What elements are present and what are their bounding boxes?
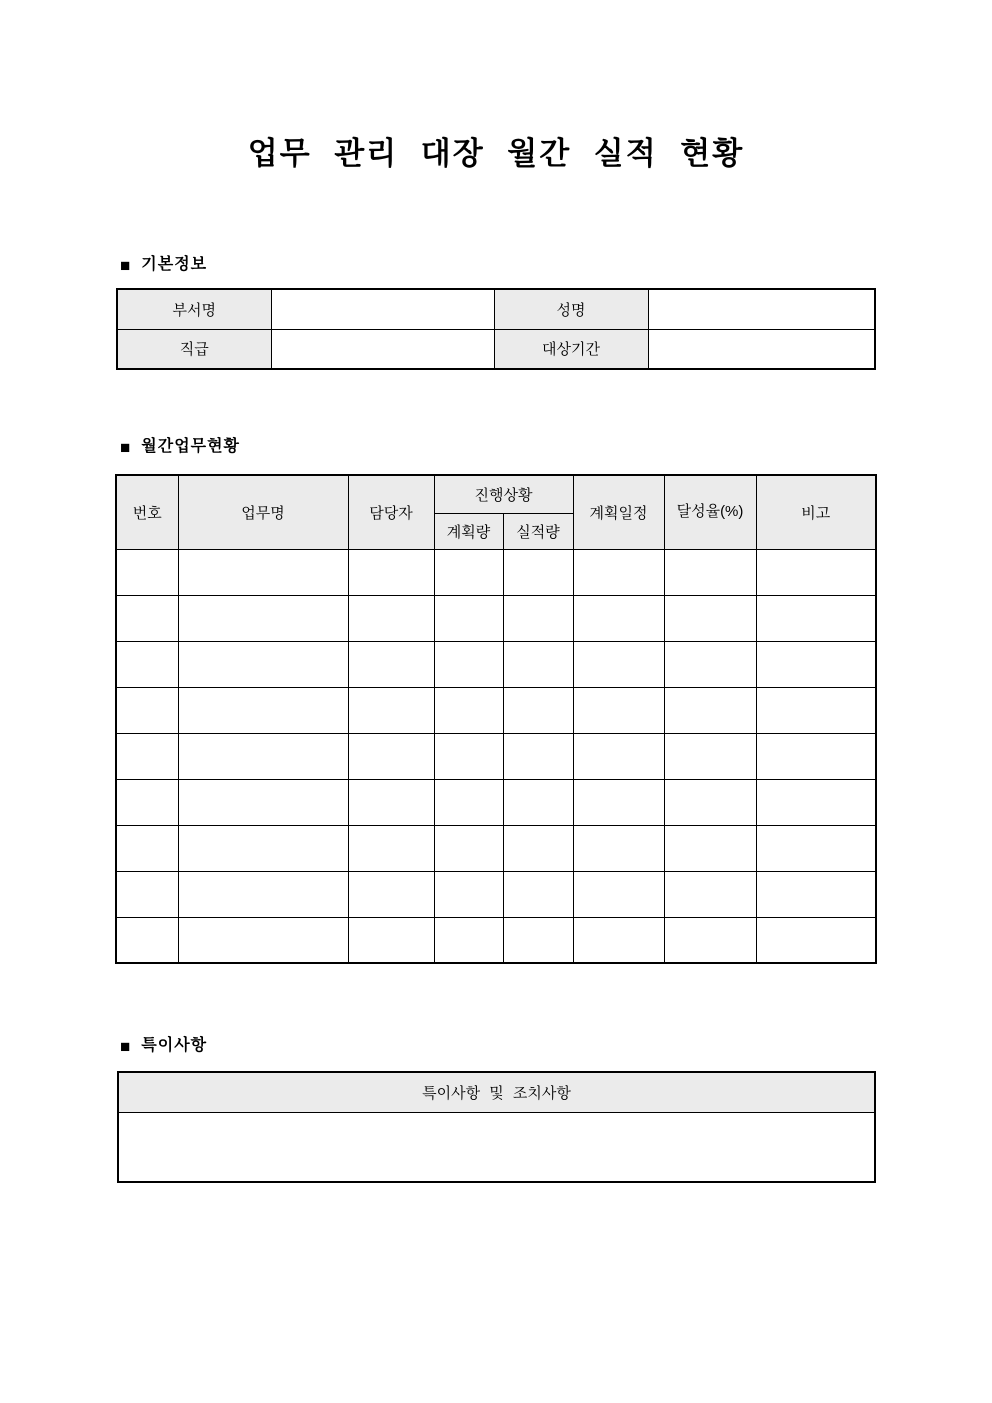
monthly-table-body (116, 549, 876, 963)
col-header-number: 번호 (116, 475, 178, 549)
empty-cell[interactable] (434, 641, 503, 687)
empty-cell[interactable] (756, 917, 876, 963)
section-header-monthly-status (120, 437, 992, 457)
notes-header-cell: 특이사항 및 조치사항 (118, 1072, 875, 1112)
empty-cell[interactable] (434, 779, 503, 825)
empty-cell[interactable] (348, 595, 434, 641)
monthly-table-row (116, 595, 876, 641)
empty-cell[interactable] (573, 641, 664, 687)
name-label-cell: 성명 (494, 289, 648, 329)
empty-cell[interactable] (664, 595, 756, 641)
empty-cell[interactable] (664, 733, 756, 779)
empty-cell[interactable] (348, 641, 434, 687)
col-header-progress: 진행상황 (434, 475, 573, 513)
notes-header-row (118, 1072, 875, 1112)
monthly-status-table (115, 474, 877, 964)
section-label-text: 기본정보 (141, 256, 208, 273)
empty-cell[interactable] (116, 733, 178, 779)
empty-cell[interactable] (348, 733, 434, 779)
empty-cell[interactable] (503, 595, 573, 641)
empty-cell[interactable] (573, 549, 664, 595)
empty-cell[interactable] (756, 687, 876, 733)
empty-cell[interactable] (503, 641, 573, 687)
empty-cell[interactable] (434, 595, 503, 641)
empty-cell[interactable] (573, 733, 664, 779)
notes-input-cell[interactable] (118, 1112, 875, 1182)
basic-info-table (116, 288, 876, 370)
monthly-table-row (116, 779, 876, 825)
empty-cell[interactable] (503, 779, 573, 825)
empty-cell[interactable] (664, 825, 756, 871)
empty-cell[interactable] (503, 687, 573, 733)
empty-cell[interactable] (434, 733, 503, 779)
empty-cell[interactable] (756, 825, 876, 871)
position-value-cell[interactable] (271, 329, 494, 369)
empty-cell[interactable] (348, 871, 434, 917)
empty-cell[interactable] (756, 549, 876, 595)
empty-cell[interactable] (573, 595, 664, 641)
col-header-remarks: 비고 (756, 475, 876, 549)
empty-cell[interactable] (756, 595, 876, 641)
basic-info-row (117, 329, 875, 369)
empty-cell[interactable] (664, 549, 756, 595)
empty-cell[interactable] (178, 917, 348, 963)
empty-cell[interactable] (348, 687, 434, 733)
empty-cell[interactable] (178, 733, 348, 779)
empty-cell[interactable] (348, 779, 434, 825)
empty-cell[interactable] (348, 917, 434, 963)
empty-cell[interactable] (116, 549, 178, 595)
name-value-cell[interactable] (648, 289, 875, 329)
empty-cell[interactable] (116, 825, 178, 871)
empty-cell[interactable] (503, 825, 573, 871)
empty-cell[interactable] (756, 733, 876, 779)
empty-cell[interactable] (434, 687, 503, 733)
empty-cell[interactable] (116, 687, 178, 733)
empty-cell[interactable] (178, 825, 348, 871)
col-header-task-name: 업무명 (178, 475, 348, 549)
empty-cell[interactable] (573, 825, 664, 871)
col-header-schedule: 계획일정 (573, 475, 664, 549)
empty-cell[interactable] (503, 871, 573, 917)
col-header-planned-amount: 계획량 (434, 513, 503, 549)
monthly-table-row (116, 825, 876, 871)
period-label-cell: 대상기간 (494, 329, 648, 369)
square-bullet-icon: ■ (120, 1036, 132, 1056)
empty-cell[interactable] (434, 549, 503, 595)
empty-cell[interactable] (664, 641, 756, 687)
col-header-achievement-rate (664, 475, 756, 549)
monthly-table-header-row (116, 475, 876, 513)
empty-cell[interactable] (178, 779, 348, 825)
notes-body-row (118, 1112, 875, 1182)
period-value-cell[interactable] (648, 329, 875, 369)
monthly-table-row (116, 871, 876, 917)
empty-cell[interactable] (664, 917, 756, 963)
empty-cell[interactable] (664, 687, 756, 733)
empty-cell[interactable] (434, 917, 503, 963)
square-bullet-icon: ■ (120, 255, 132, 275)
department-label-cell: 부서명 (117, 289, 271, 329)
empty-cell[interactable] (348, 549, 434, 595)
empty-cell[interactable] (116, 641, 178, 687)
empty-cell[interactable] (664, 779, 756, 825)
empty-cell[interactable] (503, 549, 573, 595)
empty-cell[interactable] (503, 917, 573, 963)
monthly-table-row (116, 733, 876, 779)
empty-cell[interactable] (178, 641, 348, 687)
empty-cell[interactable] (178, 549, 348, 595)
col-header-owner: 담당자 (348, 475, 434, 549)
monthly-table-row (116, 917, 876, 963)
page-title: 업무 관리 대장 월간 실적 현황 (247, 136, 745, 171)
empty-cell[interactable] (573, 779, 664, 825)
col-header-actual-amount: 실적량 (503, 513, 573, 549)
empty-cell[interactable] (178, 595, 348, 641)
position-label-cell: 직급 (117, 329, 271, 369)
section-label-text: 특이사항 (141, 1037, 208, 1054)
basic-info-row (117, 289, 875, 329)
empty-cell[interactable] (434, 825, 503, 871)
achievement-rate-label: 달성율(%) (676, 503, 744, 521)
empty-cell[interactable] (573, 871, 664, 917)
empty-cell[interactable] (116, 871, 178, 917)
empty-cell[interactable] (116, 917, 178, 963)
empty-cell[interactable] (434, 871, 503, 917)
empty-cell[interactable] (116, 595, 178, 641)
empty-cell[interactable] (116, 779, 178, 825)
special-notes-table (117, 1071, 876, 1183)
square-bullet-icon: ■ (120, 437, 132, 457)
section-label-text: 월간업무현황 (141, 438, 241, 455)
monthly-table-row (116, 687, 876, 733)
empty-cell[interactable] (503, 733, 573, 779)
empty-cell[interactable] (573, 687, 664, 733)
empty-cell[interactable] (178, 871, 348, 917)
empty-cell[interactable] (178, 687, 348, 733)
section-header-special-notes (120, 1036, 992, 1056)
empty-cell[interactable] (756, 779, 876, 825)
department-value-cell[interactable] (271, 289, 494, 329)
empty-cell[interactable] (348, 825, 434, 871)
empty-cell[interactable] (756, 641, 876, 687)
empty-cell[interactable] (756, 871, 876, 917)
monthly-table-row (116, 549, 876, 595)
section-header-basic-info (120, 255, 992, 275)
empty-cell[interactable] (573, 917, 664, 963)
monthly-table-row (116, 641, 876, 687)
empty-cell[interactable] (664, 871, 756, 917)
